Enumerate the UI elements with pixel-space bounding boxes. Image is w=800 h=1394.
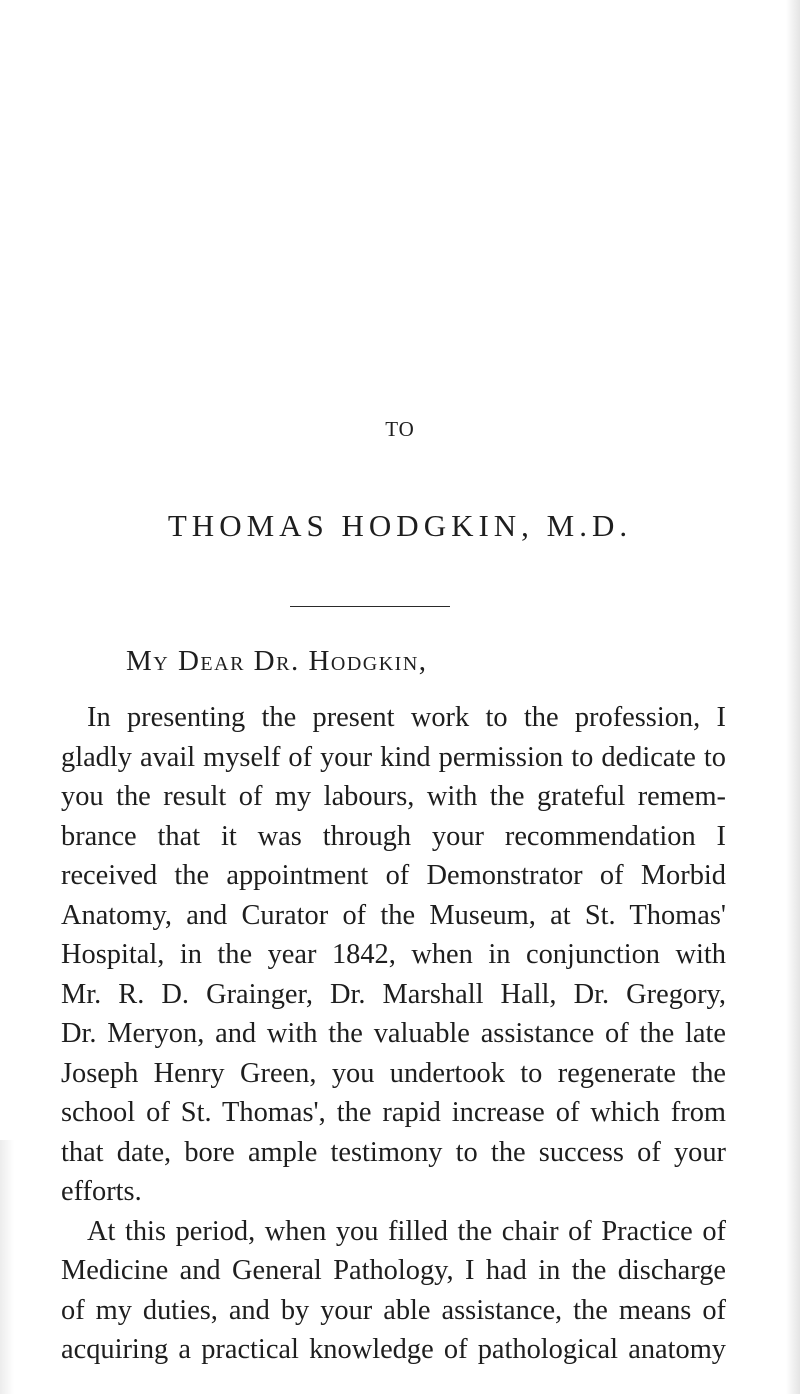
- letter-line: gladly avail myself of your kind permission to dedicate to: [61, 741, 726, 773]
- dedication-to: TO: [385, 417, 415, 441]
- page-edge-shadow: [786, 0, 800, 1394]
- letter-line: At this period, when you filled the chair of Practice of: [87, 1215, 726, 1247]
- letter-line: school of St. Thomas', the rapid increase of which from: [61, 1097, 726, 1128]
- letter-line: Mr. R. D. Grainger, Dr. Marshall Hall, Dr. Gregory,: [61, 978, 726, 1010]
- letter-body: [61, 698, 726, 1370]
- letter-line: efforts.: [61, 1176, 142, 1207]
- letter-line: that date, bore ample testimony to the success of your: [61, 1136, 726, 1168]
- letter-line: Hospital, in the year 1842, when in conjunction with: [61, 939, 726, 970]
- letter-salutation: My Dear Dr. Hodgkin,: [126, 645, 428, 677]
- letter-line: you the result of my labours, with the grateful remem-: [61, 781, 726, 812]
- letter-line: Medicine and General Pathology, I had in the discharge: [61, 1255, 726, 1286]
- letter-line: In presenting the present work to the profession, I: [87, 702, 726, 733]
- letter-line: brance that it was through your recommendation I: [61, 820, 726, 852]
- divider-rule: [290, 606, 450, 607]
- page-gutter-shadow: [0, 1140, 14, 1394]
- letter-line: of my duties, and by your able assistance, the means of: [61, 1294, 726, 1326]
- letter-line: received the appointment of Demonstrator of Morbid: [61, 860, 726, 891]
- letter-line: Joseph Henry Green, you undertook to regenerate the: [61, 1057, 726, 1089]
- letter-line: Dr. Meryon, and with the valuable assistance of the late: [61, 1018, 726, 1049]
- letter-line: Anatomy, and Curator of the Museum, at St. Thomas': [61, 899, 726, 931]
- letter-line: acquiring a practical knowledge of pathological anatomy: [61, 1334, 726, 1365]
- dedicatee-name: THOMAS HODGKIN, M.D.: [167, 508, 633, 543]
